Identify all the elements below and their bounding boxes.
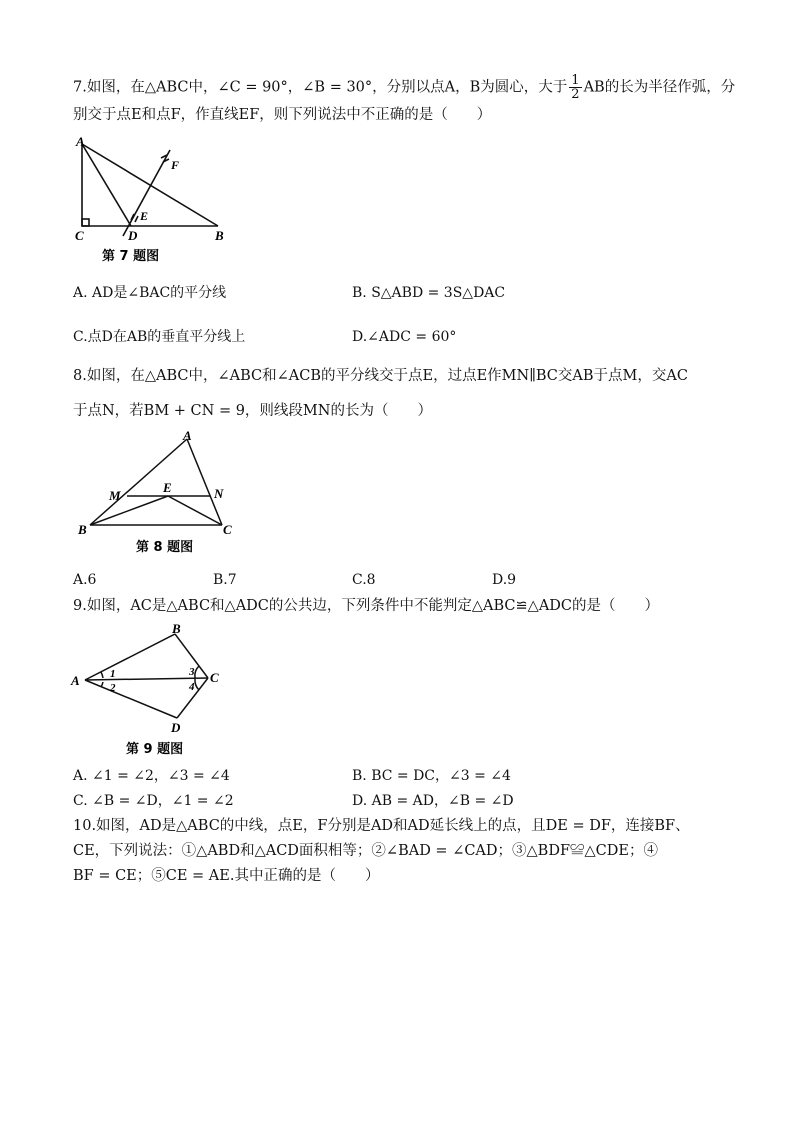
label-A: A: [76, 134, 85, 149]
label-C: C: [210, 670, 219, 685]
q10-stem-line2: CE，下列说法：①△ABD和△ACD面积相等；②∠BAD = ∠CAD；③△BDF≌△CDE；④: [73, 843, 658, 859]
q8-option-a[interactable]: A.6: [73, 572, 97, 588]
q7-stem-line2: 别交于点E和点F，作直线EF，则下列说法中不正确的是（ ）: [73, 107, 492, 123]
q9-option-b[interactable]: B. BC = DC，∠3 = ∠4: [352, 768, 511, 784]
label-F: F: [171, 158, 180, 172]
label-M: M: [109, 488, 121, 503]
fraction-denominator: 2: [571, 87, 580, 102]
q7-option-a[interactable]: A. AD是∠BAC的平分线: [73, 285, 227, 301]
label-A: A: [71, 673, 80, 688]
q7-figure: [70, 132, 240, 266]
q7-option-c[interactable]: C.点D在AB的垂直平分线上: [73, 329, 246, 345]
q8-stem-line1: 8.如图，在△ABC中，∠ABC和∠ACB的平分线交于点E，过点E作MN∥BC交AB于点M，交AC: [73, 368, 688, 384]
q7-option-b[interactable]: B. S△ABD = 3S△DAC: [352, 285, 506, 301]
q8-option-d[interactable]: D.9: [492, 572, 517, 588]
label-B: B: [215, 228, 224, 243]
q7-stem-line1: [73, 74, 735, 101]
q10-stem-line1: 10.如图，AD是△ABC的中线，点E，F分别是AD和AD延长线上的点，且DE = DF，连接BF、: [73, 818, 690, 834]
q7-stem-text: 7.如图，在△ABC中，∠C = 90°，∠B = 30°，分别以点A，B为圆心，大于: [73, 79, 568, 96]
angle-1-label: 1: [110, 668, 116, 680]
angle-2-label: 2: [110, 682, 116, 694]
label-D: D: [128, 228, 138, 243]
label-C: C: [223, 522, 232, 537]
q9-option-c[interactable]: C. ∠B = ∠D，∠1 = ∠2: [73, 793, 234, 809]
q8-figure: [72, 425, 247, 560]
q7-stem-tail: AB的长为半径作弧，分: [583, 79, 736, 96]
q7-option-d[interactable]: D.∠ADC = 60°: [352, 329, 457, 345]
q8-option-c[interactable]: C.8: [352, 572, 376, 588]
q8-figure-caption: 第 8 题图: [136, 540, 194, 555]
label-B: B: [78, 522, 87, 537]
label-C: C: [75, 228, 84, 243]
q10-stem-line3: BF = CE；⑤CE = AE.其中正确的是（ ）: [73, 868, 380, 884]
label-N: N: [214, 486, 224, 501]
label-E: E: [140, 209, 149, 223]
q8-stem-line2: 于点N，若BM + CN = 9，则线段MN的长为（ ）: [73, 403, 432, 419]
q9-option-d[interactable]: D. AB = AD，∠B = ∠D: [352, 793, 514, 809]
label-D: D: [171, 720, 181, 735]
angle-4-label: 4: [189, 681, 195, 693]
q8-option-b[interactable]: B.7: [213, 572, 237, 588]
q7-figure-caption: 第 7 题图: [102, 249, 160, 264]
label-B: B: [172, 621, 181, 636]
fraction-numerator: 1: [571, 73, 580, 88]
label-A: A: [183, 428, 192, 443]
q9-stem-line1: 9.如图，AC是△ABC和△ADC的公共边，下列条件中不能判定△ABC≌△ADC的是（ ）: [73, 598, 660, 614]
angle-3-label: 3: [189, 666, 195, 678]
q7-fraction: [569, 74, 581, 101]
q9-figure-caption: 第 9 题图: [126, 742, 184, 757]
label-E: E: [163, 480, 172, 495]
q9-figure: [68, 618, 233, 760]
q9-option-a[interactable]: A. ∠1 = ∠2，∠3 = ∠4: [73, 768, 230, 784]
